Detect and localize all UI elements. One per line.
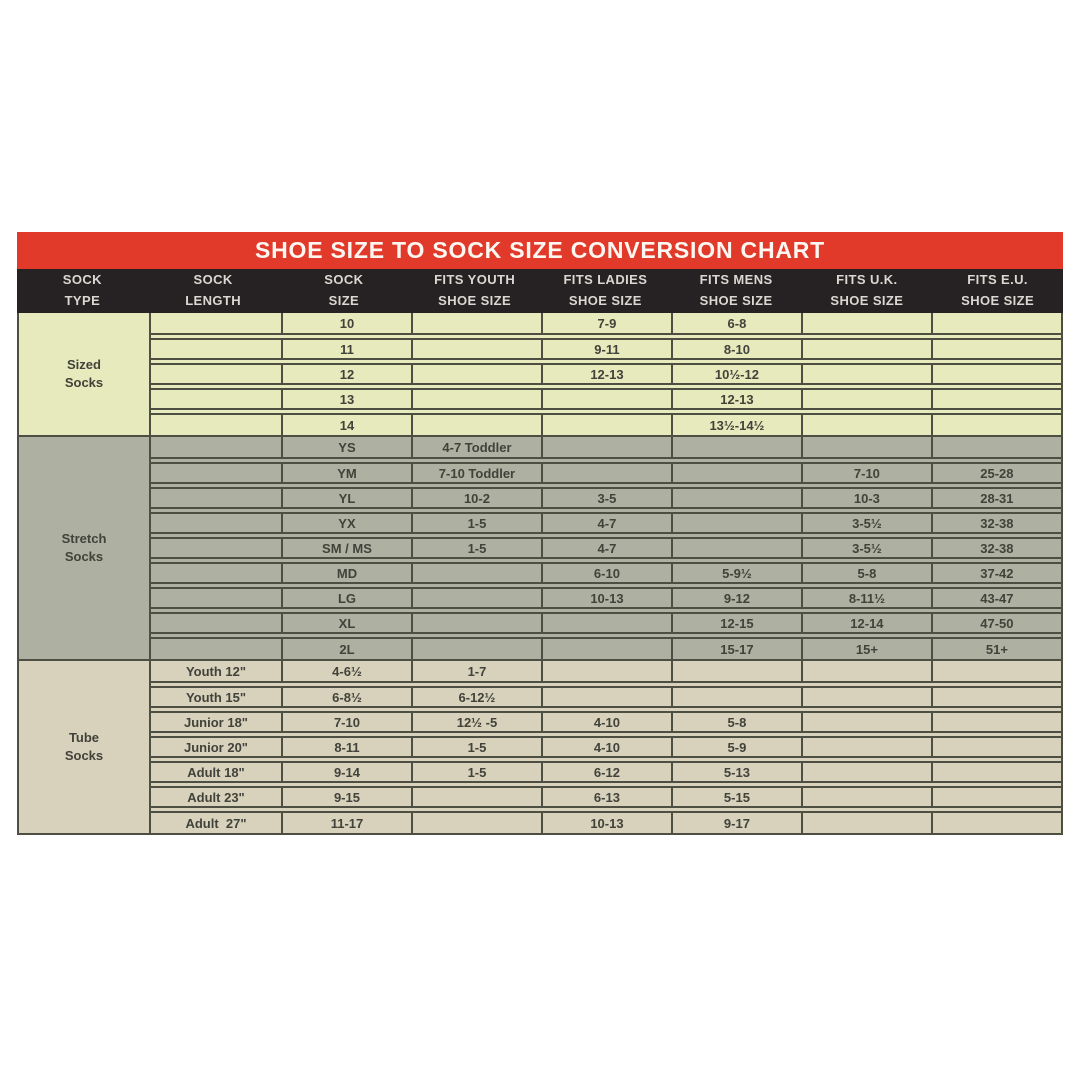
table-cell-fits_ladies: 9-11: [541, 340, 671, 358]
table-cell-fits_ladies: 12-13: [541, 365, 671, 383]
column-header-line2: TYPE: [64, 293, 101, 308]
table-cell-fits_eu: [931, 313, 1061, 333]
table-cell-sock_length: [151, 390, 281, 408]
table-cell-sock_length: [151, 415, 281, 435]
table-cell-fits_eu: 32-38: [931, 514, 1061, 532]
table-cell-sock_size: YX: [281, 514, 411, 532]
table-cell-fits_mens: [671, 539, 801, 557]
table-cell-fits_ladies: 3-5: [541, 489, 671, 507]
table-cell-fits_mens: 5-9: [671, 738, 801, 756]
table-cell-fits_uk: [801, 365, 931, 383]
table-row: [151, 587, 1061, 609]
section-type-label-line1: Stretch: [61, 531, 107, 547]
table-cell-fits_youth: [411, 614, 541, 632]
table-cell-sock_length: [151, 539, 281, 557]
column-header-line1: FITS MENS: [699, 272, 773, 288]
column-header: [802, 269, 933, 313]
table-cell-sock_size: 7-10: [281, 713, 411, 731]
table-cell-fits_ladies: [541, 415, 671, 435]
table-row: [151, 313, 1061, 335]
table-cell-sock_length: Adult 23": [187, 789, 245, 805]
table-cell-fits_youth: [411, 365, 541, 383]
table-cell-fits_ladies: 6-13: [541, 788, 671, 806]
table-cell-sock_size: MD: [281, 564, 411, 582]
table-row: [151, 761, 1061, 783]
table-cell-fits_youth: [411, 390, 541, 408]
column-header: [148, 269, 279, 313]
table-cell-fits_eu: [931, 813, 1061, 833]
table-cell-fits_eu: [931, 365, 1061, 383]
table-cell-fits_eu: [931, 390, 1061, 408]
table-cell-sock_length: [151, 589, 281, 607]
column-header-line1: SOCK: [62, 272, 102, 288]
table-cell-fits_eu: 47-50: [931, 614, 1061, 632]
table-cell-sock_length: [151, 639, 281, 659]
table-cell-sock_length: [151, 614, 281, 632]
table-cell-sock_size: 9-14: [281, 763, 411, 781]
table-cell-fits_uk: [801, 713, 931, 731]
column-header: [671, 269, 802, 313]
table-cell-sock_size: 8-11: [281, 738, 411, 756]
table-cell-fits_uk: 5-8: [801, 564, 931, 582]
table-cell-fits_ladies: 4-7: [541, 514, 671, 532]
table-cell-sock_length: Adult 27": [185, 815, 247, 831]
table-cell-fits_uk: [801, 763, 931, 781]
table-cell-fits_eu: [931, 415, 1061, 435]
column-header: [932, 269, 1063, 313]
section-rows: [149, 661, 1061, 833]
table-cell-fits_mens: 5-15: [671, 788, 801, 806]
table-row: [151, 437, 1061, 459]
table-cell-sock_size: YL: [281, 489, 411, 507]
table-cell-sock_size: SM / MS: [281, 539, 411, 557]
table-cell-sock_size: 14: [281, 415, 411, 435]
table-cell-fits_mens: 5-9½: [671, 564, 801, 582]
section-type-label-line1: Sized: [67, 357, 101, 373]
table-cell-fits_uk: 3-5½: [801, 539, 931, 557]
table-cell-fits_mens: 5-8: [671, 713, 801, 731]
column-header-line2: SHOE SIZE: [961, 293, 1035, 308]
table-row: [151, 811, 1061, 833]
table-cell-fits_youth: [411, 340, 541, 358]
table-cell-fits_ladies: 6-10: [541, 564, 671, 582]
table-cell-fits_mens: 13½-14½: [671, 415, 801, 435]
table-cell-fits_youth: 7-10 Toddler: [411, 464, 541, 482]
table-cell-sock_length: Junior 18": [184, 714, 248, 730]
table-cell-sock_size: XL: [281, 614, 411, 632]
table-cell-sock_size: 2L: [281, 639, 411, 659]
table-cell-fits_mens: [671, 437, 801, 457]
table-cell-fits_uk: [801, 813, 931, 833]
table-row: [151, 711, 1061, 733]
table-row: [151, 612, 1061, 634]
table-cell-fits_eu: [931, 340, 1061, 358]
table-cell-sock_size: 10: [281, 313, 411, 333]
table-cell-sock_size: 9-15: [281, 788, 411, 806]
table-cell-fits_uk: 7-10: [801, 464, 931, 482]
table-cell-fits_uk: 3-5½: [801, 514, 931, 532]
table-cell-sock_length: [151, 313, 281, 333]
table-cell-sock_size: YS: [281, 437, 411, 457]
table-cell-fits_youth: 6-12½: [411, 688, 541, 706]
table-cell-fits_youth: 4-7 Toddler: [411, 437, 541, 457]
column-header-line1: FITS LADIES: [563, 272, 648, 288]
table-cell-fits_ladies: [541, 614, 671, 632]
table-cell-fits_uk: 12-14: [801, 614, 931, 632]
table-cell-fits_youth: [411, 788, 541, 806]
table-cell-sock_size: 12: [281, 365, 411, 383]
column-header-line1: FITS E.U.: [967, 272, 1028, 288]
table-row: [151, 462, 1061, 484]
table-row: [151, 537, 1061, 559]
table-row: [151, 413, 1061, 435]
table-cell-fits_ladies: 10-13: [541, 813, 671, 833]
column-header-line1: FITS U.K.: [836, 272, 898, 288]
table-row: [151, 388, 1061, 410]
table-cell-fits_eu: [931, 713, 1061, 731]
table-cell-fits_mens: 10½-12: [671, 365, 801, 383]
table-cell-fits_mens: 8-10: [671, 340, 801, 358]
table-cell-fits_uk: [801, 437, 931, 457]
section-type-label-line1: Tube: [68, 730, 100, 746]
table-cell-fits_mens: [671, 489, 801, 507]
table-row: [151, 512, 1061, 534]
table-cell-fits_youth: 12½ -5: [411, 713, 541, 731]
table-cell-fits_youth: 10-2: [411, 489, 541, 507]
table-cell-fits_eu: 51+: [931, 639, 1061, 659]
table-cell-fits_ladies: 7-9: [541, 313, 671, 333]
table-cell-sock_length: [151, 365, 281, 383]
table-cell-fits_mens: [671, 464, 801, 482]
column-header-row: [17, 269, 1063, 313]
table-row: [151, 686, 1061, 708]
table-cell-fits_uk: [801, 390, 931, 408]
column-header-line2: SIZE: [328, 293, 360, 308]
table-row: [151, 562, 1061, 584]
table-cell-sock_size: 11: [281, 340, 411, 358]
table-cell-fits_uk: 8-11½: [801, 589, 931, 607]
column-header-line2: SHOE SIZE: [830, 293, 904, 308]
table-cell-sock_length: [151, 340, 281, 358]
table-cell-fits_eu: [931, 688, 1061, 706]
table-cell-fits_youth: [411, 589, 541, 607]
column-header-line2: SHOE SIZE: [699, 293, 773, 308]
table-row: [151, 363, 1061, 385]
table-cell-fits_mens: [671, 688, 801, 706]
table-cell-fits_eu: [931, 763, 1061, 781]
table-body: [17, 313, 1063, 835]
table-cell-fits_mens: 12-15: [671, 614, 801, 632]
table-cell-sock_length: [151, 564, 281, 582]
table-cell-fits_eu: [931, 788, 1061, 806]
section-type-label: [19, 661, 149, 833]
table-cell-fits_uk: [801, 340, 931, 358]
section-stretch-socks: [19, 435, 1061, 659]
table-cell-fits_ladies: [541, 688, 671, 706]
table-cell-fits_youth: [411, 564, 541, 582]
table-cell-sock_length: [151, 514, 281, 532]
table-cell-fits_ladies: 4-7: [541, 539, 671, 557]
table-cell-fits_youth: 1-5: [411, 514, 541, 532]
column-header-line1: FITS YOUTH: [434, 272, 516, 288]
table-cell-fits_youth: 1-7: [411, 661, 541, 681]
table-cell-sock_size: YM: [281, 464, 411, 482]
column-header: [17, 269, 148, 313]
chart-title: SHOE SIZE TO SOCK SIZE CONVERSION CHART: [254, 237, 826, 263]
column-header-line1: SOCK: [193, 272, 233, 288]
table-cell-fits_eu: 25-28: [931, 464, 1061, 482]
table-cell-fits_ladies: [541, 437, 671, 457]
section-rows: [149, 313, 1061, 435]
table-cell-sock_size: 6-8½: [281, 688, 411, 706]
table-cell-sock_size: LG: [281, 589, 411, 607]
table-cell-fits_youth: [411, 639, 541, 659]
table-row: [151, 736, 1061, 758]
table-cell-fits_mens: 6-8: [671, 313, 801, 333]
table-cell-sock_size: 11-17: [281, 813, 411, 833]
section-tube-socks: [19, 659, 1061, 833]
column-header: [409, 269, 540, 313]
table-cell-fits_mens: [671, 661, 801, 681]
table-cell-fits_mens: 15-17: [671, 639, 801, 659]
column-header-line2: LENGTH: [185, 293, 242, 308]
table-cell-fits_mens: 9-17: [671, 813, 801, 833]
table-cell-fits_youth: 1-5: [411, 738, 541, 756]
table-cell-fits_ladies: 6-12: [541, 763, 671, 781]
table-cell-fits_youth: [411, 415, 541, 435]
table-cell-fits_youth: [411, 313, 541, 333]
table-cell-sock_length: Adult 18": [187, 764, 245, 780]
table-cell-fits_eu: 37-42: [931, 564, 1061, 582]
column-header-line1: SOCK: [324, 272, 364, 288]
table-row: [151, 661, 1061, 683]
table-cell-fits_uk: [801, 788, 931, 806]
table-cell-fits_eu: 43-47: [931, 589, 1061, 607]
table-cell-fits_uk: [801, 661, 931, 681]
table-cell-fits_uk: [801, 415, 931, 435]
table-cell-sock_size: 13: [281, 390, 411, 408]
table-cell-fits_uk: 10-3: [801, 489, 931, 507]
table-cell-fits_mens: 5-13: [671, 763, 801, 781]
table-cell-fits_eu: [931, 437, 1061, 457]
conversion-chart: [17, 232, 1063, 835]
table-cell-fits_uk: [801, 313, 931, 333]
column-header-line2: SHOE SIZE: [438, 293, 512, 308]
table-cell-fits_eu: 28-31: [931, 489, 1061, 507]
section-type-label-line2: Socks: [64, 549, 104, 564]
section-type-label: [19, 313, 149, 435]
column-header-line2: SHOE SIZE: [568, 293, 642, 308]
table-cell-sock_size: 4-6½: [281, 661, 411, 681]
column-header: [540, 269, 671, 313]
table-cell-sock_length: [151, 489, 281, 507]
table-cell-fits_uk: 15+: [801, 639, 931, 659]
table-cell-fits_eu: 32-38: [931, 539, 1061, 557]
table-cell-fits_ladies: [541, 639, 671, 659]
table-cell-sock_length: Junior 20": [184, 739, 248, 755]
table-cell-fits_ladies: 4-10: [541, 713, 671, 731]
table-row: [151, 786, 1061, 808]
table-cell-fits_mens: [671, 514, 801, 532]
section-rows: [149, 437, 1061, 659]
table-cell-sock_length: Youth 15": [185, 689, 247, 705]
table-row: [151, 338, 1061, 360]
table-cell-fits_eu: [931, 661, 1061, 681]
section-type-label: [19, 437, 149, 659]
section-sized-socks: [19, 313, 1061, 435]
section-type-label-line2: Socks: [64, 748, 104, 763]
chart-title-banner: [17, 232, 1063, 269]
table-cell-fits_youth: [411, 813, 541, 833]
table-cell-fits_ladies: 10-13: [541, 589, 671, 607]
table-cell-fits_youth: 1-5: [411, 763, 541, 781]
table-cell-sock_length: Youth 12": [185, 663, 247, 679]
table-cell-fits_uk: [801, 738, 931, 756]
table-cell-fits_mens: 12-13: [671, 390, 801, 408]
table-row: [151, 637, 1061, 659]
table-cell-sock_length: [151, 464, 281, 482]
section-type-label-line2: Socks: [64, 375, 104, 390]
table-cell-fits_eu: [931, 738, 1061, 756]
table-cell-sock_length: [151, 437, 281, 457]
table-cell-fits_ladies: [541, 464, 671, 482]
table-cell-fits_youth: 1-5: [411, 539, 541, 557]
column-header: [279, 269, 410, 313]
table-cell-fits_mens: 9-12: [671, 589, 801, 607]
table-cell-fits_ladies: [541, 390, 671, 408]
table-row: [151, 487, 1061, 509]
table-cell-fits_ladies: [541, 661, 671, 681]
table-cell-fits_uk: [801, 688, 931, 706]
table-cell-fits_ladies: 4-10: [541, 738, 671, 756]
